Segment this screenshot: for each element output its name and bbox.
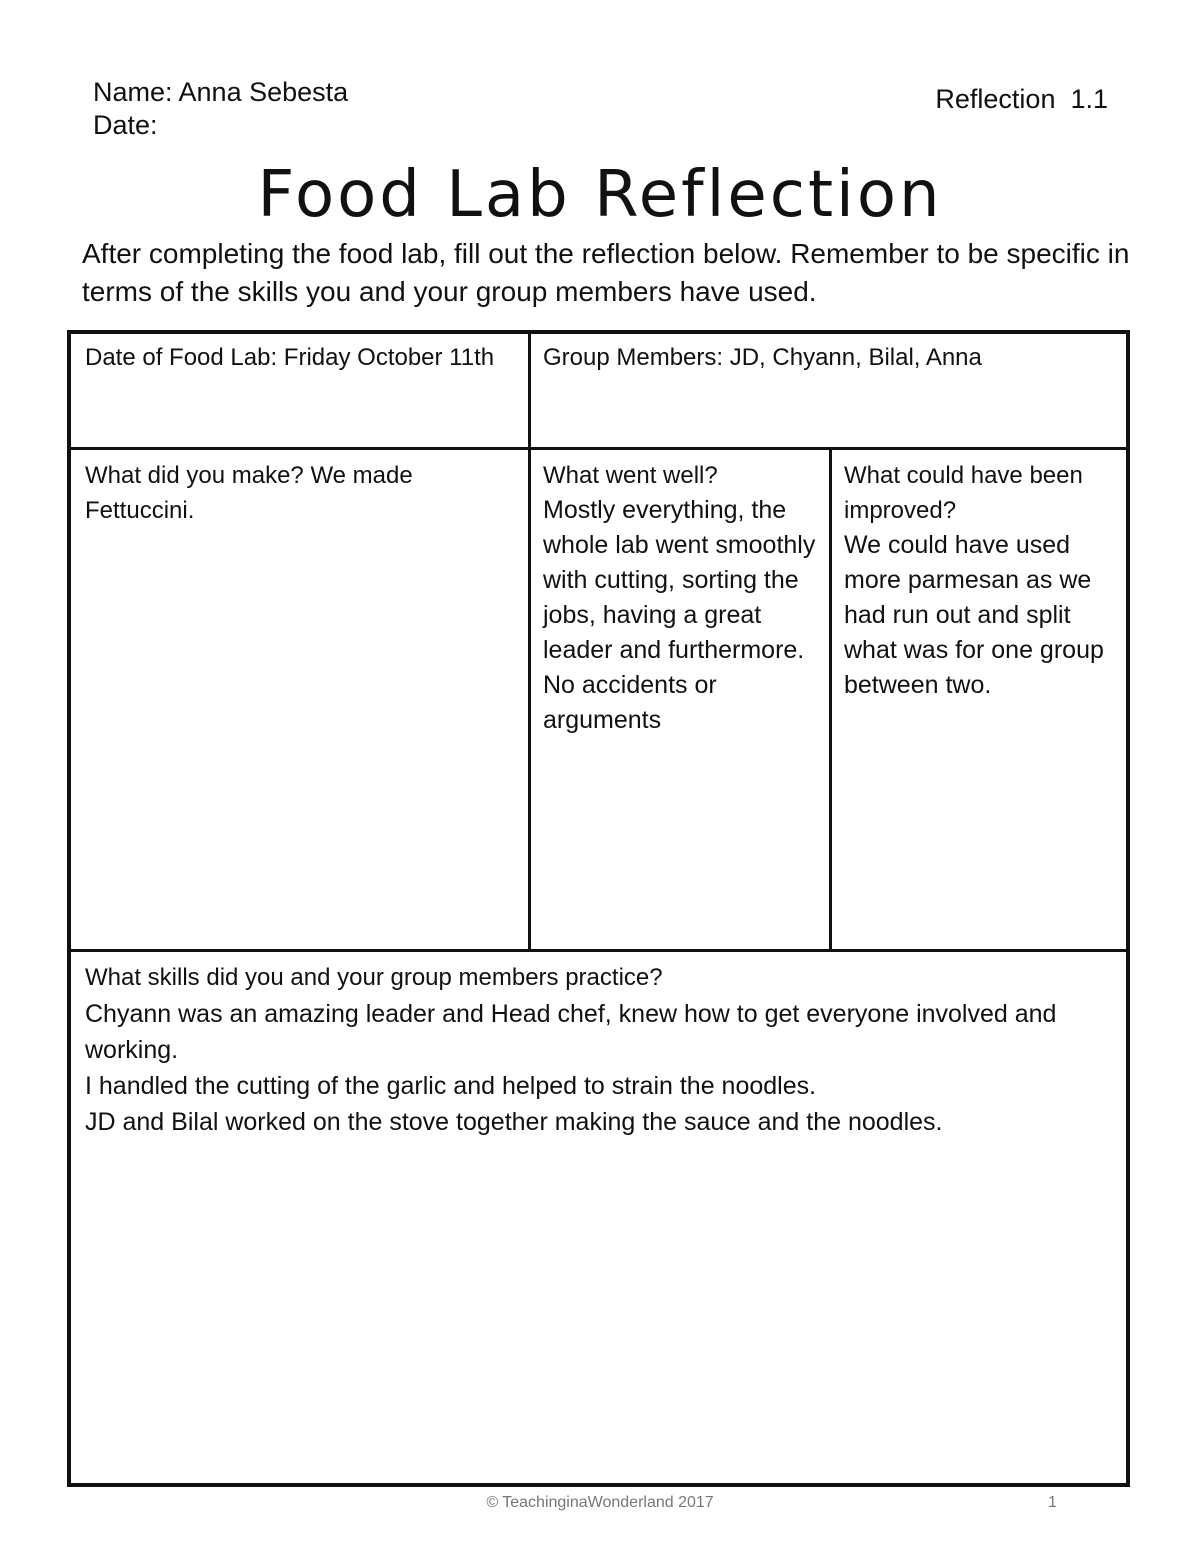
page-number: 1	[1048, 1494, 1057, 1511]
date-label: Date:	[93, 110, 158, 140]
went-well-cell	[543, 458, 828, 738]
improved-answer: We could have used more parmesan as we had run out and split what was for one group between two.	[844, 531, 1104, 699]
group-members-cell	[543, 340, 1113, 375]
student-name: Name: Anna Sebesta	[93, 77, 349, 107]
row-divider-1	[71, 447, 1126, 450]
copyright-footer: © TeachinginaWonderland 2017	[486, 1494, 714, 1511]
col-divider-2	[829, 447, 832, 952]
improved-cell	[844, 458, 1114, 703]
instructions: After completing the food lab, fill out the reflection below. Remember to be specific in terms of the skills you and your group members have used.	[82, 238, 1130, 307]
went-well-label: What went well?	[543, 462, 718, 489]
skills-line: JD and Bilal worked on the stove together making the sauce and the noodles.	[85, 1108, 943, 1136]
skills-cell	[85, 960, 1130, 1140]
went-well-answer: Mostly everything, the whole lab went smoothly with cutting, sorting the jobs, having a great leader and furthermore. No accidents or arguments	[543, 496, 816, 734]
skills-line: I handled the cutting of the garlic and helped to strain the noodles.	[85, 1072, 817, 1100]
row-divider-2	[71, 949, 1126, 952]
reflection-number: Reflection 1.1	[935, 84, 1108, 114]
skills-line: Chyann was an amazing leader and Head chef, knew how to get everyone involved and working.	[85, 1000, 1057, 1064]
group-members: Group Members: JD, Chyann, Bilal, Anna	[543, 344, 982, 371]
student-info	[93, 76, 348, 142]
col-divider-1	[528, 334, 531, 952]
improved-label: What could have been improved?	[844, 462, 1083, 524]
page-title: Food Lab Reflection	[257, 158, 943, 232]
skills-label: What skills did you and your group members practice?	[85, 964, 663, 991]
what-made: What did you make? We made Fettuccini.	[85, 462, 413, 524]
what-made-cell	[85, 458, 525, 528]
date-of-lab-cell	[85, 340, 515, 375]
reflection-table	[67, 330, 1130, 1487]
date-of-lab: Date of Food Lab: Friday October 11th	[85, 344, 495, 371]
